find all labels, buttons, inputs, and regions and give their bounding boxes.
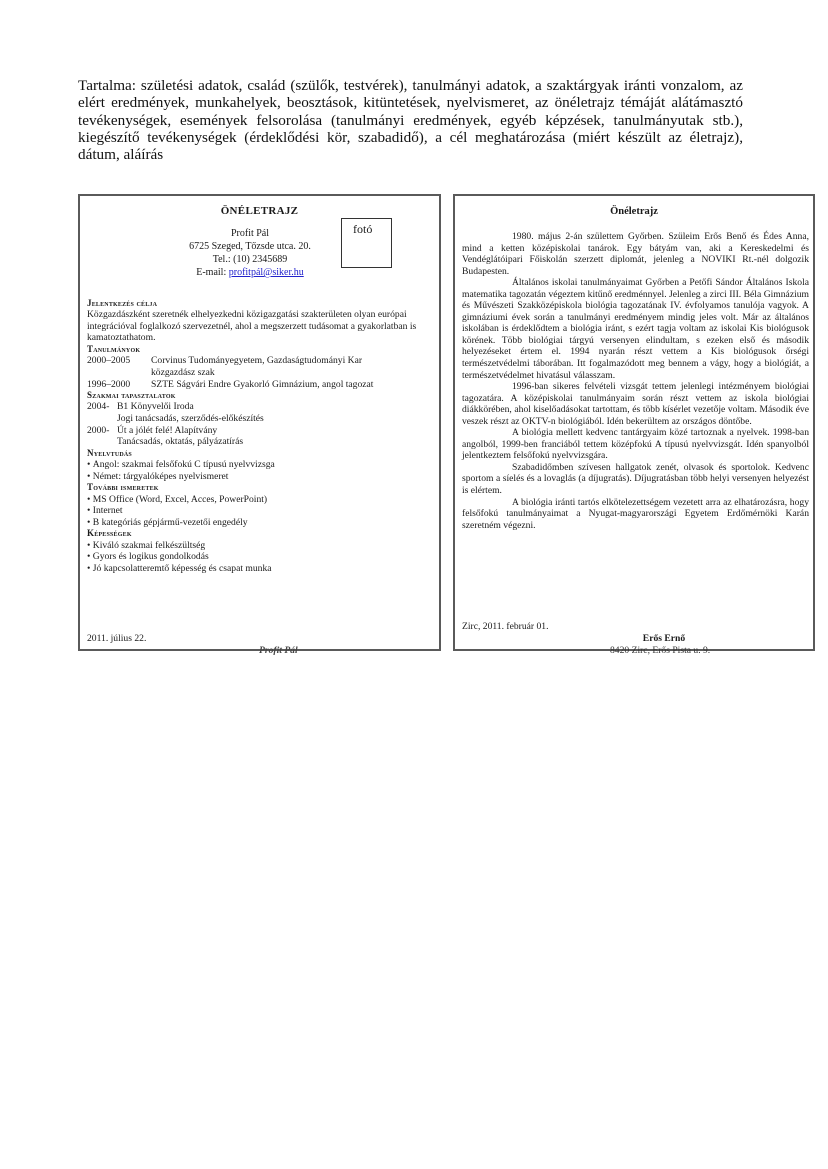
study-text: Corvinus Tudományegyetem, Gazdaságtudományi Kar [151, 355, 363, 367]
exp-place: B1 Könyvelői Iroda [117, 401, 194, 413]
section-heading-experience: Szakmai tapasztalatok [87, 390, 176, 401]
narrative-paragraph: Általános iskolai tanulmányaimat Győrben a Petőfi Sándor Általános Iskola matematika tagozatán végeztem kitűnő eredménnyel. Jelenleg a zirci III. Béla Gimnázium és Művészeti Szakközépiskola biológia tagozatának IV. évfolyamos tanulója vagyok. A gimnáziumi évek során a tanulmányi eredményem mindig jeles volt. Már az általános iskolában is érdeklődtem a biológia iránt, s ezért tagja voltam az iskolai Kis biológusok körének. Több biológiai tárgyú versenyen elindultam, s ezeken első és második helyezéseket értem el. 1994 nyarán részt vettem a Kis biológusok őrségi természetvédelmi táborában. Itt fogalmazódott meg bennem a vágy, hogy a biológiát, a természetvédelmet hivatásul válasszam. [462, 277, 809, 381]
narrative-signature: Erős Ernő [642, 633, 686, 644]
goal-text: Közgazdászként szeretnék elhelyezkedni közigazgatási szakterületen olyan európai integrációval foglalkozó szervezetnél, ahol a megszerzett tudásomat a gyakorlatban is kamatoztathatom. [87, 309, 417, 344]
other-item: • B kategóriás gépjármű-vezetői engedély [87, 517, 432, 529]
cv-title: ÖNÉLETRAJZ [220, 205, 299, 217]
section-heading-skills: Képességek [87, 528, 132, 539]
exp-desc: Jogi tanácsadás, szerződés-előkészítés [117, 413, 264, 425]
skill-item: • Jó kapcsolatteremtő képesség és csapat munka [87, 563, 432, 575]
experience-item [87, 425, 432, 437]
narrative-paragraph: 1996-ban sikeres felvételi vizsgát tettem jelenlegi intézményem biológiai tagozatára. A középiskolai tanulmányaim során részt vettem az iskola biológiai diákkörében, ahol kiselőadásokat tartottam, és több kísérlet vezetője voltam. Második éve veszek részt az OKTV-n biológiából. Idén bekerültem az országos döntőbe. [462, 381, 809, 427]
exp-years: 2000- [87, 424, 110, 436]
cv-phone: Tel.: (10) 2345689 [212, 254, 288, 265]
study-text: SZTE Ságvári Endre Gyakorló Gimnázium, angol tagozat [151, 378, 374, 390]
other-item: • Internet [87, 505, 432, 517]
email-label: E-mail: [196, 267, 229, 278]
section-heading-studies: Tanulmányok [87, 344, 141, 355]
narrative-paragraph: A biológia iránti tartós elkötelezettségem vezetett arra az elhatározásra, hogy felsőfokú tanulmányaimat a Nyugat-magyarországi Egyetem Erdőmérnöki Karán szeretném végezni. [462, 496, 809, 531]
exp-desc: Tanácsadás, oktatás, pályázatírás [117, 436, 244, 448]
narrative-body [462, 231, 809, 531]
experience-item [87, 401, 432, 413]
study-sub: közgazdász szak [151, 366, 215, 378]
narrative-address: 8420 Zirc, Erős Pista u. 9. [610, 645, 711, 656]
skill-item: • Gyors és logikus gondolkodás [87, 551, 432, 563]
study-item [87, 355, 432, 367]
exp-place: Út a jólét felé! Alapítvány [117, 424, 218, 436]
structured-cv-example [78, 194, 441, 651]
email-link[interactable]: profitpál@siker.hu [228, 267, 304, 278]
cv-body [87, 298, 432, 574]
cv-email-line [150, 266, 350, 279]
contact-block [150, 227, 350, 279]
section-heading-other: További ismeretek [87, 482, 159, 493]
cv-address: 6725 Szeged, Tőzsde utca. 20. [189, 241, 311, 252]
cv-name: Profit Pál [230, 228, 270, 239]
other-item: • MS Office (Word, Excel, Acces, PowerPoint) [87, 494, 432, 506]
photo-placeholder: fotó [341, 218, 392, 268]
skill-item: • Kiváló szakmai felkészültség [87, 540, 432, 552]
study-item [87, 379, 432, 391]
narrative-paragraph: A biológia mellett kedvenc tantárgyaim közé tartoznak a nyelvek. 1998-ban angolból, 1999-ben franciából tettem középfokú A típusú nyelvvizsgát. Idén spanyolból jelentkeztem felsőfokú nyelvvizsgára. [462, 427, 809, 462]
cv-signature: Profit Pál [259, 645, 298, 656]
narrative-date: Zirc, 2011. február 01. [462, 621, 549, 632]
exp-years: 2004- [87, 401, 110, 413]
narrative-paragraph: Szabadidőmben szívesen hallgatok zenét, olvasok és sportolok. Kedvenc sportom a síelés és a lovaglás (a díjugratás). Díjugratásban több helyi versenyen helyezést is elértem. [462, 461, 809, 497]
narrative-cv-example [453, 194, 815, 651]
narrative-paragraph: 1980. május 2-án születtem Győrben. Szüleim Erős Benő és Édes Anna, mind a ketten középiskolai tanárok. Egy bátyám van, aki a Kereskedelmi és Vendéglátóipari Főiskolán szerzett diplomát, jelenleg a NOVIKI Rt.-nél dolgozik Budapesten. [462, 231, 809, 277]
language-item: • Angol: szakmai felsőfokú C típusú nyelvvizsga [87, 459, 432, 471]
cv-date: 2011. július 22. [87, 633, 147, 644]
study-years: 1996–2000 [87, 378, 131, 390]
intro-paragraph: Tartalma: születési adatok, család (szülők, testvérek), tanulmányi adatok, a szaktárgyak iránti vonzalom, az elért eredmények, munkahelyek, beosztások, kitüntetések, nyelvismeret, az önéletrajz témáját alátámasztó tevékenységek, események felsorolása (tanulmányi eredmények, egyéb képzések, tanulmányutak stb.), kiegészítő tevékenységek (érdeklődési kör, szabadidő), a cél meghatározása (miért készült az életrajz), dátum, aláírás [78, 77, 743, 164]
study-years: 2000–2005 [87, 355, 131, 367]
section-heading-languages: Nyelvtudás [87, 447, 132, 458]
narrative-cv-title: Önéletrajz [610, 206, 658, 217]
language-item: • Német: tárgyalóképes nyelvismeret [87, 471, 432, 483]
section-heading-goal: Jelentkezés célja [87, 298, 158, 308]
